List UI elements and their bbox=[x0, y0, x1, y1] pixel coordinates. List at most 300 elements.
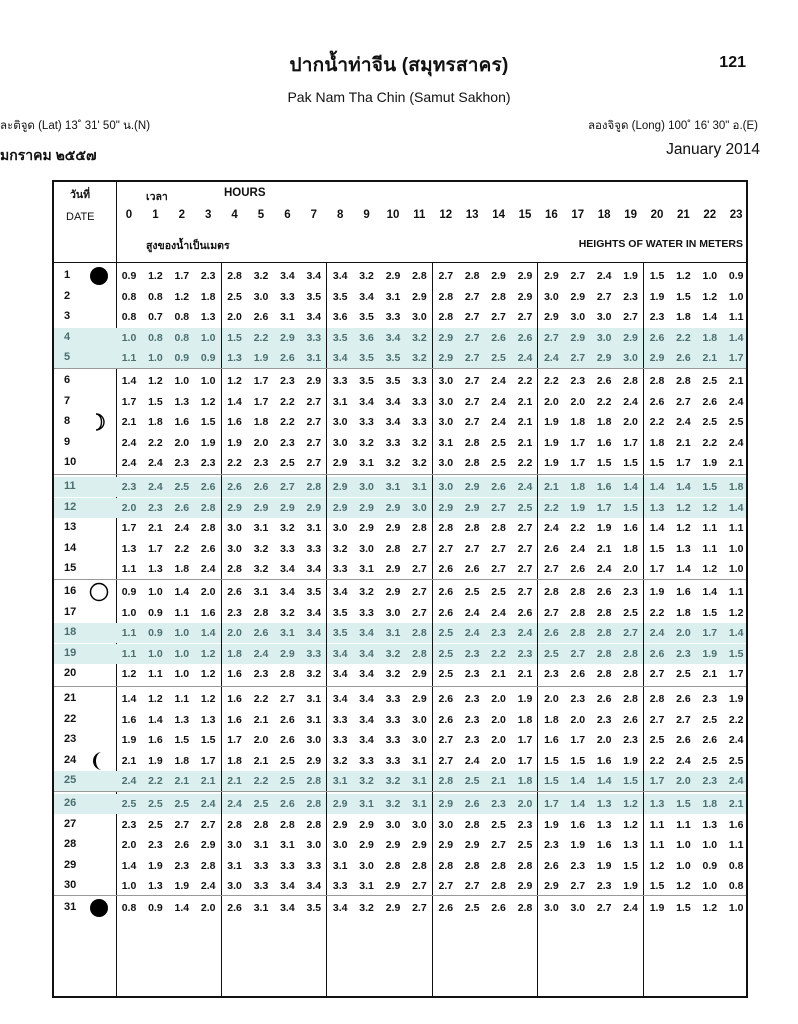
water-height-cell: 2.7 bbox=[464, 331, 480, 344]
water-height-cell: 2.0 bbox=[253, 436, 269, 449]
water-height-cell: 3.0 bbox=[544, 290, 559, 303]
water-height-cell: 2.0 bbox=[544, 693, 559, 705]
water-height-cell: 1.6 bbox=[148, 734, 163, 747]
water-height-cell: 2.5 bbox=[438, 627, 454, 640]
water-height-cell: 3.5 bbox=[306, 290, 322, 303]
water-height-cell: 1.5 bbox=[649, 542, 665, 555]
water-height-cell: 2.9 bbox=[385, 839, 401, 852]
water-height-cell: 2.9 bbox=[649, 352, 665, 365]
water-height-cell: 0.9 bbox=[121, 586, 137, 598]
water-height-cell: 2.1 bbox=[544, 481, 559, 493]
water-height-cell: 1.2 bbox=[676, 501, 691, 514]
water-height-cell: 0.9 bbox=[148, 627, 163, 640]
water-height-cell: 2.0 bbox=[227, 311, 242, 324]
water-height-cell: 2.7 bbox=[491, 501, 506, 514]
water-height-cell: 2.1 bbox=[517, 416, 533, 429]
water-height-cell: 1.5 bbox=[702, 481, 718, 493]
water-height-cell: 2.7 bbox=[438, 754, 454, 767]
water-height-cell: 1.2 bbox=[200, 395, 216, 408]
water-height-cell: 2.2 bbox=[649, 416, 665, 429]
date-number: 23 bbox=[64, 733, 77, 746]
water-height-cell: 1.9 bbox=[623, 880, 638, 893]
water-height-cell: 2.5 bbox=[728, 754, 744, 767]
water-height-cell: 3.0 bbox=[438, 416, 454, 429]
water-height-cell: 3.1 bbox=[280, 311, 295, 324]
water-height-cell: 2.1 bbox=[596, 542, 612, 555]
water-height-cell: 2.4 bbox=[464, 606, 480, 619]
water-height-cell: 3.0 bbox=[385, 606, 401, 619]
water-height-cell: 1.1 bbox=[148, 668, 163, 681]
date-number: 13 bbox=[64, 521, 77, 534]
water-height-cell: 1.2 bbox=[200, 647, 216, 660]
water-height-cell: 2.3 bbox=[464, 668, 480, 681]
water-height-cell: 3.2 bbox=[359, 436, 374, 449]
water-height-cell: 2.3 bbox=[702, 693, 718, 705]
tide-table bbox=[52, 180, 748, 998]
water-height-cell: 2.3 bbox=[702, 775, 718, 788]
water-height-cell: 2.5 bbox=[649, 734, 665, 747]
water-height-cell: 2.9 bbox=[306, 375, 322, 387]
water-height-cell: 2.2 bbox=[517, 457, 533, 470]
water-height-cell: 2.8 bbox=[596, 627, 612, 640]
hour-header-10: 10 bbox=[386, 209, 400, 221]
water-height-cell: 2.7 bbox=[280, 481, 295, 493]
water-height-cell: 1.4 bbox=[676, 563, 691, 576]
water-height-cell: 1.8 bbox=[174, 754, 190, 767]
water-height-cell: 3.1 bbox=[359, 880, 374, 893]
water-height-cell: 2.4 bbox=[623, 902, 638, 914]
water-height-cell: 1.9 bbox=[544, 416, 559, 429]
water-height-cell: 2.0 bbox=[491, 754, 506, 767]
water-height-cell: 2.3 bbox=[121, 481, 137, 493]
water-height-cell: 2.1 bbox=[491, 775, 506, 788]
water-height-cell: 2.9 bbox=[517, 270, 533, 282]
water-height-cell: 2.9 bbox=[438, 331, 454, 344]
water-height-cell: 2.7 bbox=[306, 436, 322, 449]
heights-label-thai: สูงของน้ำเป็นเมตร bbox=[146, 240, 230, 252]
hour-header-15: 15 bbox=[518, 209, 532, 221]
water-height-cell: 2.9 bbox=[385, 880, 401, 893]
water-height-cell: 1.6 bbox=[596, 436, 612, 449]
water-height-cell: 2.0 bbox=[174, 436, 190, 449]
water-height-cell: 1.3 bbox=[623, 839, 638, 852]
water-height-cell: 2.8 bbox=[570, 627, 586, 640]
water-height-cell: 1.8 bbox=[623, 542, 638, 555]
water-height-cell: 2.5 bbox=[464, 775, 480, 788]
water-height-cell: 3.3 bbox=[332, 713, 348, 726]
water-height-cell: 1.5 bbox=[544, 754, 559, 767]
water-height-cell: 2.8 bbox=[438, 290, 454, 303]
water-height-cell: 2.6 bbox=[596, 375, 612, 387]
water-height-cell: 2.6 bbox=[280, 734, 295, 747]
water-height-cell: 2.4 bbox=[174, 522, 190, 535]
water-height-cell: 1.4 bbox=[728, 331, 744, 344]
water-height-cell: 2.9 bbox=[385, 563, 401, 576]
water-height-cell: 3.2 bbox=[412, 436, 427, 449]
water-height-cell: 3.1 bbox=[332, 859, 348, 872]
water-height-cell: 2.5 bbox=[121, 798, 137, 810]
water-height-cell: 2.6 bbox=[174, 501, 190, 514]
water-height-cell: 3.5 bbox=[332, 627, 348, 640]
water-height-cell: 2.6 bbox=[280, 798, 295, 810]
water-height-cell: 2.6 bbox=[649, 331, 665, 344]
water-height-cell: 3.3 bbox=[253, 880, 269, 893]
water-height-cell: 1.4 bbox=[570, 775, 586, 788]
water-height-cell: 3.6 bbox=[332, 311, 348, 324]
water-height-cell: 1.3 bbox=[148, 563, 163, 576]
water-height-cell: 2.0 bbox=[623, 563, 638, 576]
water-height-cell: 2.1 bbox=[174, 775, 190, 788]
water-height-cell: 2.3 bbox=[253, 457, 269, 470]
water-height-cell: 2.4 bbox=[253, 647, 269, 660]
water-height-cell: 1.0 bbox=[676, 859, 691, 872]
water-height-cell: 2.3 bbox=[227, 606, 242, 619]
date-number: 22 bbox=[64, 712, 77, 725]
water-height-cell: 2.7 bbox=[438, 270, 454, 282]
date-cell bbox=[54, 477, 116, 497]
water-height-cell: 1.8 bbox=[253, 416, 269, 429]
water-height-cell: 2.1 bbox=[200, 775, 216, 788]
water-height-cell: 0.7 bbox=[148, 311, 163, 324]
water-height-cell: 1.4 bbox=[570, 798, 586, 810]
water-height-cell: 2.3 bbox=[570, 859, 586, 872]
water-height-cell: 3.0 bbox=[385, 818, 401, 831]
water-height-cell: 2.8 bbox=[464, 859, 480, 872]
water-height-cell: 3.1 bbox=[332, 775, 348, 788]
water-height-cell: 3.2 bbox=[385, 798, 401, 810]
water-height-cell: 1.4 bbox=[728, 627, 744, 640]
water-height-cell: 1.2 bbox=[623, 798, 638, 810]
water-height-cell: 2.9 bbox=[517, 290, 533, 303]
water-height-cell: 2.3 bbox=[491, 798, 506, 810]
date-cell bbox=[54, 266, 116, 286]
water-height-cell: 1.0 bbox=[728, 563, 744, 576]
date-cell bbox=[54, 835, 116, 855]
water-height-cell: 2.9 bbox=[332, 501, 348, 514]
water-height-cell: 2.8 bbox=[464, 436, 480, 449]
water-height-cell: 3.5 bbox=[332, 331, 348, 344]
new-moon-icon bbox=[88, 897, 110, 919]
latitude-label: ละติจูด (Lat) 13˚ 31' 50" น.(N) bbox=[0, 120, 151, 132]
water-height-cell: 1.7 bbox=[649, 563, 665, 576]
water-height-cell: 2.3 bbox=[174, 457, 190, 470]
water-height-cell: 3.5 bbox=[306, 902, 322, 914]
water-height-cell: 2.7 bbox=[200, 818, 216, 831]
hour-group-divider bbox=[221, 262, 222, 996]
water-height-cell: 2.6 bbox=[438, 586, 454, 598]
water-height-cell: 2.6 bbox=[544, 542, 559, 555]
water-height-cell: 2.8 bbox=[280, 668, 295, 681]
water-height-cell: 2.4 bbox=[148, 457, 163, 470]
date-cell bbox=[54, 623, 116, 643]
water-height-cell: 1.2 bbox=[676, 880, 691, 893]
water-height-cell: 1.9 bbox=[227, 436, 242, 449]
water-height-cell: 1.7 bbox=[596, 501, 612, 514]
water-height-cell: 2.5 bbox=[491, 352, 506, 365]
hour-header-21: 21 bbox=[676, 209, 690, 221]
water-height-cell: 3.2 bbox=[306, 668, 322, 681]
first-quarter-icon bbox=[88, 411, 110, 433]
water-height-cell: 1.9 bbox=[649, 290, 665, 303]
water-height-cell: 3.3 bbox=[412, 416, 427, 429]
water-height-cell: 1.7 bbox=[200, 754, 216, 767]
water-height-cell: 2.7 bbox=[412, 563, 427, 576]
water-height-cell: 3.4 bbox=[280, 563, 295, 576]
water-height-cell: 1.2 bbox=[148, 375, 163, 387]
water-height-cell: 1.4 bbox=[702, 311, 718, 324]
water-height-cell: 2.3 bbox=[174, 859, 190, 872]
water-height-cell: 2.6 bbox=[517, 331, 533, 344]
water-height-cell: 3.3 bbox=[306, 331, 322, 344]
water-height-cell: 3.2 bbox=[385, 457, 401, 470]
water-height-cell: 2.7 bbox=[280, 693, 295, 705]
water-height-cell: 3.0 bbox=[570, 902, 586, 914]
water-height-cell: 1.9 bbox=[544, 436, 559, 449]
water-height-cell: 1.7 bbox=[570, 457, 586, 470]
date-cell bbox=[54, 412, 116, 432]
water-height-cell: 1.5 bbox=[200, 416, 216, 429]
water-height-cell: 1.7 bbox=[121, 522, 137, 535]
water-height-cell: 0.8 bbox=[174, 311, 190, 324]
water-height-cell: 2.3 bbox=[464, 734, 480, 747]
water-height-cell: 3.2 bbox=[253, 542, 269, 555]
water-height-cell: 1.1 bbox=[728, 522, 744, 535]
water-height-cell: 1.6 bbox=[227, 693, 242, 705]
water-height-cell: 1.4 bbox=[174, 586, 190, 598]
water-height-cell: 1.3 bbox=[649, 798, 665, 810]
water-height-cell: 1.2 bbox=[676, 270, 691, 282]
water-height-cell: 3.3 bbox=[385, 754, 401, 767]
longitude-label: ลองจิจูด (Long) 100˚ 16' 30" อ.(E) bbox=[587, 120, 758, 132]
water-height-cell: 2.5 bbox=[517, 501, 533, 514]
water-height-cell: 0.8 bbox=[121, 290, 137, 303]
water-height-cell: 2.9 bbox=[438, 352, 454, 365]
hour-group-divider bbox=[326, 262, 327, 996]
water-height-cell: 1.0 bbox=[702, 880, 718, 893]
water-height-cell: 0.8 bbox=[148, 331, 163, 344]
hour-header-23: 23 bbox=[729, 209, 743, 221]
water-height-cell: 2.6 bbox=[491, 481, 506, 493]
water-height-cell: 2.3 bbox=[148, 839, 163, 852]
hour-header-4: 4 bbox=[231, 209, 238, 221]
hour-header-0: 0 bbox=[125, 209, 133, 221]
water-height-cell: 2.3 bbox=[570, 693, 586, 705]
water-height-cell: 2.9 bbox=[491, 270, 506, 282]
water-height-cell: 2.2 bbox=[253, 331, 269, 344]
water-height-cell: 2.8 bbox=[623, 668, 638, 681]
water-height-cell: 1.9 bbox=[623, 754, 638, 767]
date-number: 26 bbox=[64, 797, 77, 809]
water-height-cell: 2.4 bbox=[121, 457, 137, 470]
water-height-cell: 3.2 bbox=[412, 457, 427, 470]
water-height-cell: 1.0 bbox=[728, 290, 744, 303]
water-height-cell: 2.1 bbox=[253, 754, 269, 767]
water-height-cell: 2.4 bbox=[200, 798, 216, 810]
water-height-cell: 2.0 bbox=[570, 713, 586, 726]
water-height-cell: 1.9 bbox=[148, 754, 163, 767]
water-height-cell: 2.5 bbox=[491, 586, 506, 598]
water-height-cell: 1.8 bbox=[227, 647, 242, 660]
water-height-cell: 2.8 bbox=[200, 859, 216, 872]
water-height-cell: 1.5 bbox=[649, 880, 665, 893]
water-height-cell: 3.3 bbox=[306, 647, 322, 660]
water-height-cell: 1.0 bbox=[676, 839, 691, 852]
water-height-cell: 1.9 bbox=[596, 522, 612, 535]
water-height-cell: 3.6 bbox=[359, 331, 374, 344]
water-height-cell: 2.7 bbox=[491, 311, 506, 324]
water-height-cell: 2.6 bbox=[649, 647, 665, 660]
water-height-cell: 2.7 bbox=[412, 606, 427, 619]
water-height-cell: 0.8 bbox=[148, 290, 163, 303]
date-label-english: DATE bbox=[66, 211, 95, 223]
water-height-cell: 3.0 bbox=[306, 839, 322, 852]
water-height-cell: 1.2 bbox=[174, 290, 190, 303]
water-height-cell: 3.0 bbox=[359, 542, 374, 555]
water-height-cell: 2.8 bbox=[491, 522, 506, 535]
water-height-cell: 2.8 bbox=[385, 542, 401, 555]
water-height-cell: 2.3 bbox=[544, 839, 559, 852]
water-height-cell: 2.0 bbox=[491, 713, 506, 726]
date-cell bbox=[54, 710, 116, 730]
water-height-cell: 2.6 bbox=[570, 563, 586, 576]
water-height-cell: 0.9 bbox=[728, 270, 744, 282]
water-height-cell: 2.7 bbox=[412, 902, 427, 914]
water-height-cell: 2.1 bbox=[517, 668, 533, 681]
water-height-cell: 2.9 bbox=[464, 481, 480, 493]
date-cell bbox=[54, 307, 116, 327]
water-height-cell: 0.9 bbox=[148, 902, 163, 914]
water-height-cell: 3.3 bbox=[359, 606, 374, 619]
water-height-cell: 2.9 bbox=[464, 839, 480, 852]
water-height-cell: 1.7 bbox=[253, 395, 269, 408]
water-height-cell: 1.8 bbox=[200, 290, 216, 303]
water-height-cell: 1.8 bbox=[728, 481, 744, 493]
water-height-cell: 2.3 bbox=[280, 375, 295, 387]
water-height-cell: 3.3 bbox=[306, 542, 322, 555]
water-height-cell: 2.9 bbox=[438, 501, 454, 514]
date-number: 7 bbox=[64, 394, 71, 407]
water-height-cell: 3.4 bbox=[332, 270, 348, 282]
water-height-cell: 3.3 bbox=[280, 290, 295, 303]
water-height-cell: 3.3 bbox=[385, 734, 401, 747]
water-height-cell: 2.8 bbox=[438, 311, 454, 324]
water-height-cell: 1.9 bbox=[174, 880, 190, 893]
hour-header-1: 1 bbox=[152, 209, 159, 221]
water-height-cell: 2.4 bbox=[517, 481, 533, 493]
water-height-cell: 2.8 bbox=[412, 647, 427, 660]
water-height-cell: 2.8 bbox=[623, 693, 638, 705]
water-height-cell: 1.3 bbox=[702, 818, 718, 831]
water-height-cell: 2.7 bbox=[438, 734, 454, 747]
water-height-cell: 1.2 bbox=[676, 522, 691, 535]
water-height-cell: 1.0 bbox=[200, 375, 216, 387]
water-height-cell: 1.8 bbox=[570, 416, 586, 429]
water-height-cell: 3.3 bbox=[280, 859, 295, 872]
water-height-cell: 3.0 bbox=[438, 818, 454, 831]
hour-header-12: 12 bbox=[439, 209, 453, 221]
water-height-cell: 2.6 bbox=[200, 542, 216, 555]
water-height-cell: 1.6 bbox=[596, 481, 612, 493]
water-height-cell: 2.7 bbox=[306, 416, 322, 429]
water-height-cell: 1.8 bbox=[148, 416, 163, 429]
water-height-cell: 1.0 bbox=[148, 647, 163, 660]
water-height-cell: 2.4 bbox=[464, 754, 480, 767]
water-height-cell: 2.9 bbox=[332, 798, 348, 810]
water-height-cell: 2.4 bbox=[491, 416, 506, 429]
date-number: 11 bbox=[64, 480, 76, 492]
water-height-cell: 2.4 bbox=[728, 775, 744, 788]
water-height-cell: 2.7 bbox=[596, 902, 612, 914]
water-height-cell: 3.3 bbox=[385, 713, 401, 726]
water-height-cell: 2.8 bbox=[412, 522, 427, 535]
water-height-cell: 1.6 bbox=[174, 416, 190, 429]
water-height-cell: 1.7 bbox=[227, 734, 242, 747]
water-height-cell: 2.4 bbox=[676, 754, 691, 767]
water-height-cell: 1.4 bbox=[676, 481, 691, 493]
water-height-cell: 2.8 bbox=[385, 859, 401, 872]
water-height-cell: 3.1 bbox=[280, 627, 295, 640]
water-height-cell: 1.2 bbox=[728, 606, 744, 619]
row-group-divider bbox=[54, 686, 746, 687]
water-height-cell: 2.2 bbox=[570, 522, 586, 535]
water-height-cell: 3.0 bbox=[359, 859, 374, 872]
date-number: 19 bbox=[64, 646, 77, 659]
water-height-cell: 2.2 bbox=[280, 395, 295, 408]
water-height-cell: 2.5 bbox=[702, 754, 718, 767]
date-number: 15 bbox=[64, 562, 77, 575]
water-height-cell: 1.0 bbox=[728, 542, 744, 555]
water-height-cell: 3.1 bbox=[385, 481, 401, 493]
water-height-cell: 3.1 bbox=[253, 586, 269, 598]
row-group-divider bbox=[54, 474, 746, 475]
page-number: 121 bbox=[719, 54, 746, 71]
water-height-cell: 1.3 bbox=[200, 311, 216, 324]
water-height-cell: 2.9 bbox=[385, 501, 401, 514]
date-cell bbox=[54, 689, 116, 709]
water-height-cell: 2.2 bbox=[174, 542, 190, 555]
water-height-cell: 2.7 bbox=[491, 839, 506, 852]
water-height-cell: 2.5 bbox=[491, 818, 506, 831]
water-height-cell: 2.8 bbox=[227, 563, 242, 576]
water-height-cell: 3.1 bbox=[412, 754, 427, 767]
water-height-cell: 1.7 bbox=[253, 375, 269, 387]
water-height-cell: 2.4 bbox=[200, 563, 216, 576]
water-height-cell: 1.0 bbox=[174, 627, 190, 640]
water-height-cell: 1.9 bbox=[200, 436, 216, 449]
water-height-cell: 2.7 bbox=[517, 522, 533, 535]
water-height-cell: 1.0 bbox=[121, 880, 137, 893]
water-height-cell: 1.5 bbox=[623, 457, 638, 470]
water-height-cell: 3.1 bbox=[385, 290, 401, 303]
water-height-cell: 2.9 bbox=[544, 311, 559, 324]
date-cell bbox=[54, 453, 116, 473]
water-height-cell: 3.2 bbox=[385, 647, 401, 660]
water-height-cell: 2.8 bbox=[649, 693, 665, 705]
water-height-cell: 2.7 bbox=[412, 586, 427, 598]
water-height-cell: 2.4 bbox=[227, 798, 242, 810]
water-height-cell: 2.1 bbox=[227, 775, 242, 788]
water-height-cell: 2.9 bbox=[385, 270, 401, 282]
water-height-cell: 2.7 bbox=[517, 311, 533, 324]
water-height-cell: 2.1 bbox=[148, 522, 163, 535]
water-height-cell: 3.3 bbox=[359, 754, 374, 767]
water-height-cell: 1.0 bbox=[200, 331, 216, 344]
water-height-cell: 2.3 bbox=[200, 457, 216, 470]
water-height-cell: 1.4 bbox=[649, 522, 665, 535]
water-height-cell: 1.1 bbox=[702, 522, 718, 535]
water-height-cell: 1.8 bbox=[702, 331, 718, 344]
water-height-cell: 2.6 bbox=[280, 713, 295, 726]
